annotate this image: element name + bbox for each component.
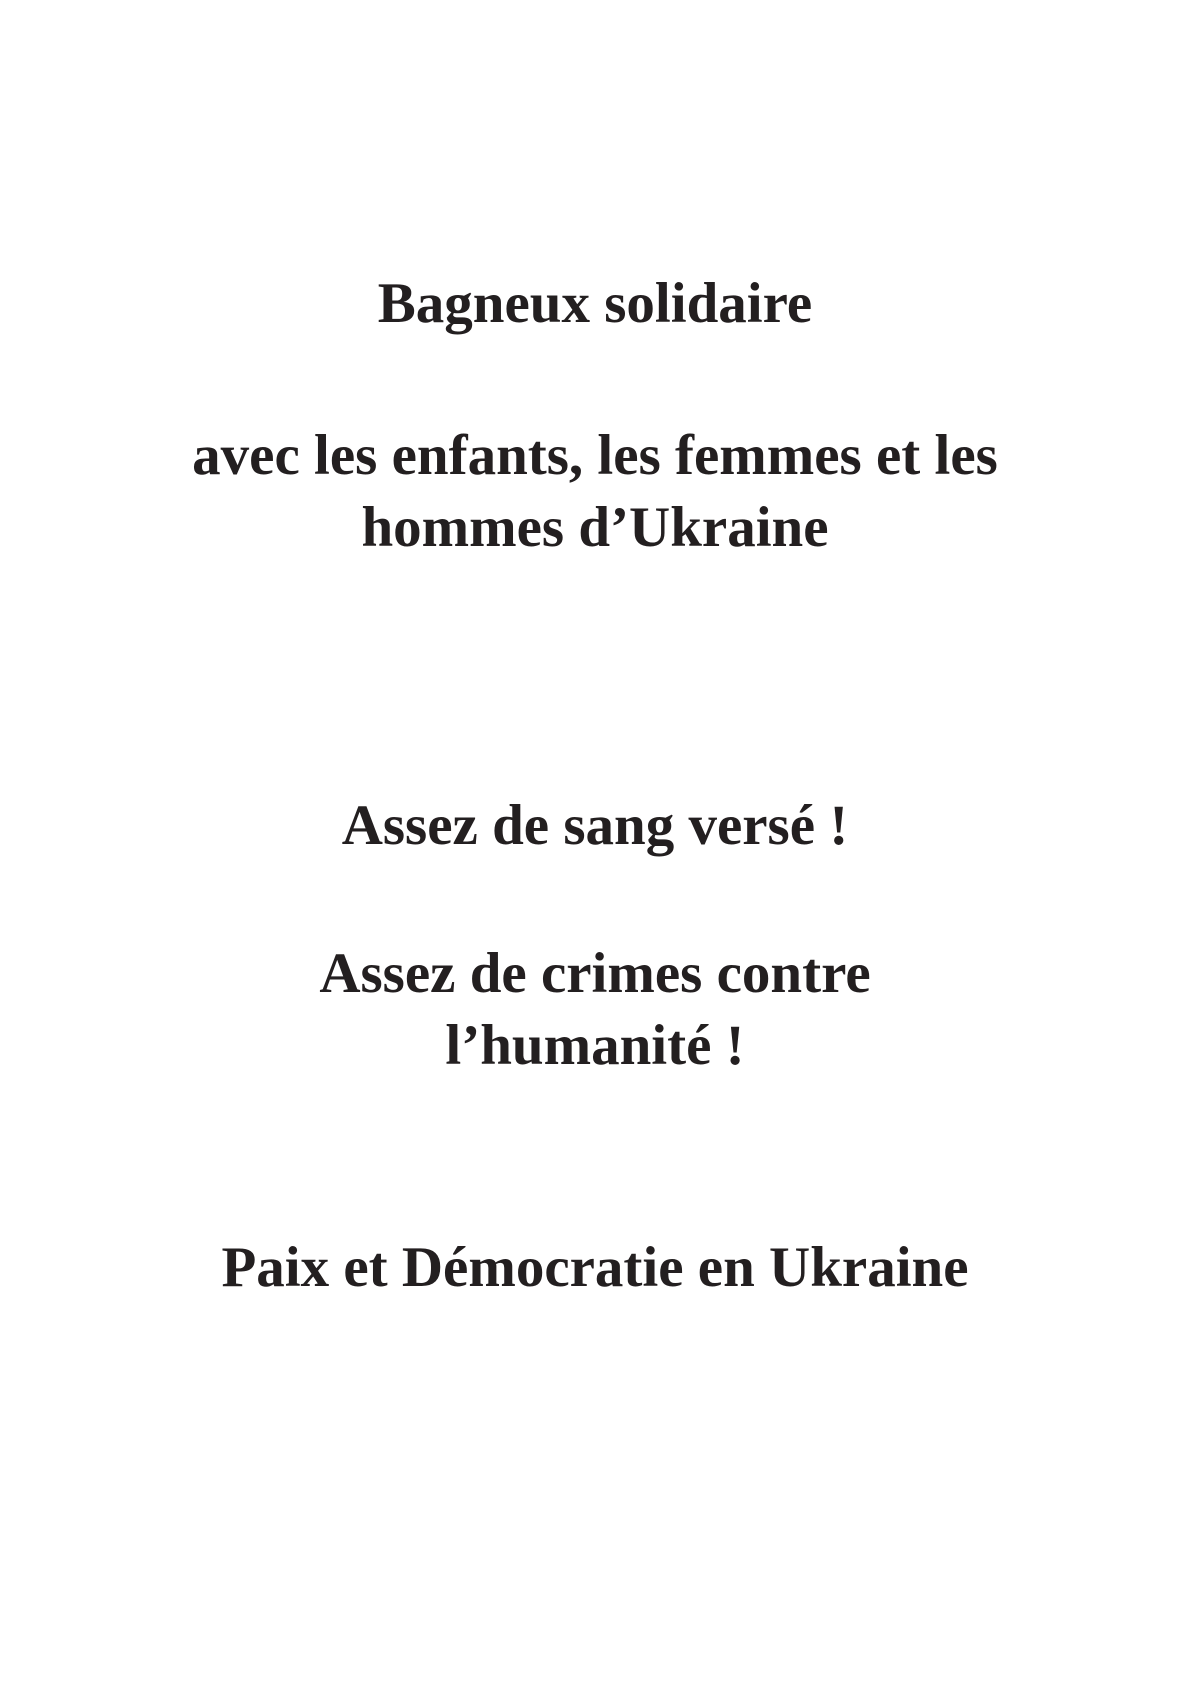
subtitle-line-1: avec les enfants, les femmes et les bbox=[192, 424, 998, 487]
slogan-blood: Assez de sang versé ! bbox=[341, 794, 849, 857]
page-title: Bagneux solidaire bbox=[377, 272, 813, 335]
slogan-crimes-line-2: l’humanité ! bbox=[445, 1014, 745, 1077]
subtitle-line-2: hommes d’Ukraine bbox=[361, 496, 829, 559]
closing-statement: Paix et Démocratie en Ukraine bbox=[221, 1236, 969, 1299]
slogan-crimes-line-1: Assez de crimes contre bbox=[319, 942, 871, 1005]
